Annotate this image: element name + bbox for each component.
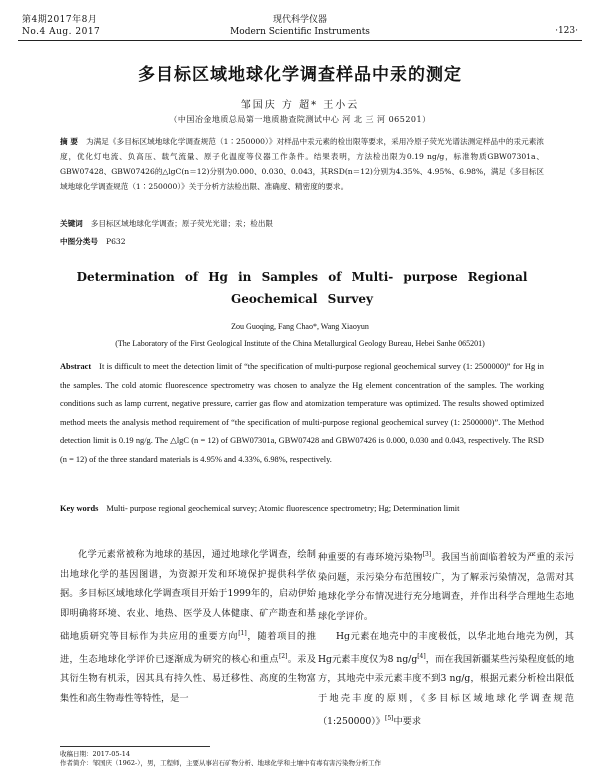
authors-cn: 邹国庆 方 超* 王小云: [240, 100, 360, 111]
keywords-en-text: Multi- purpose regional geochemical survey; Atomic fluorescence spectrometry; Hg; Determination limit: [106, 504, 460, 513]
body-text: 种重要的有毒环境污染物: [318, 552, 423, 564]
paper-title-cn: 多目标区域地球化学调查样品中汞的测定: [138, 65, 462, 85]
citation: [1]: [238, 629, 247, 637]
citation: [3]: [422, 551, 432, 558]
body-column-right: [318, 545, 574, 732]
abstract-en: [60, 358, 544, 470]
affiliation-en: (The Laboratory of the First Geological Institute of the China Metallurgical Geology Bureau, Hebei Sanhe 065201): [115, 339, 485, 348]
keywords-cn: [60, 218, 560, 229]
abstract-cn: [60, 134, 544, 194]
keywords-cn-text: 多目标区域地球化学调查；原子荧光光谱；汞；检出限: [90, 219, 274, 228]
citation: [2]: [278, 652, 288, 660]
paragraph: [318, 627, 574, 732]
paragraph: [318, 545, 574, 627]
page-number: ·123·: [555, 26, 578, 36]
footnote: [60, 750, 560, 768]
body-text: 。我国当前面临着较为严重的汞污染问题，汞污染分布范围较广，为了解汞污染情况，急需对其地球化学分布情况进行充分地调查，并作出科学合理地生态地球化学评价。: [318, 552, 575, 623]
authors-en: Zou Guoqing, Fang Chao*, Wang Xiaoyun: [231, 322, 369, 331]
citation: [5]: [384, 714, 394, 722]
citation: [4]: [417, 652, 426, 660]
keywords-en: [60, 500, 544, 518]
author-bio: 作者简介：邹国庆（1962-），男，工程师，主要从事岩石矿物分析、地球化学和土壤中有毒有害污染物分析工作: [60, 759, 381, 767]
classification-label: 中图分类号: [60, 237, 98, 246]
body-text: ，随着项目的推进，生态地球化学评价已逐渐成为研究的核心和重点: [60, 630, 317, 665]
classification-code: P632: [105, 237, 126, 246]
abstract-cn-text: 为满足《多目标区域地球化学调查规范（1∶250000）》对样品中汞元素的检出限等要求，采用冷原子荧光光谱法测定样品中的汞元素浓度，优化灯电流、负高压、载气流量、原子化温度等仪器工作条件。结果表明，方法检出限为0.19 ng/g，标准物质GBW07301a、GBW07428、GBW07426的△lgC(n＝12)分别为0.000、0.030、0.043，其RSD(n＝12)分别为4.35%、4.95%、6.98%，满足《多目标区域地球化学调查规范（1∶250000）》关于分析方法检出限、准确度、精密度的要求。: [60, 137, 544, 191]
abstract-en-label: Abstract: [60, 362, 92, 371]
body-text: Hg元素在地壳中的丰度极低，以华北地台地壳为例，其Hg元素丰度仅为8 ng/g: [318, 630, 574, 665]
abstract-cn-label: 摘 要: [60, 137, 78, 146]
classification-cn: [60, 236, 126, 247]
keywords-cn-label: 关键词: [60, 219, 83, 228]
journal-name-en: Modern Scientific Instruments: [230, 27, 370, 37]
issue-line-cn: 第4期2017年8月: [22, 15, 98, 25]
body-text: 。汞及其衍生物有机汞，因其具有持久性、易迁移性、高度的生物富集性和高生物毒性等特性，是一: [60, 653, 317, 705]
journal-name: [0, 14, 600, 38]
body-column-left: [60, 545, 316, 709]
affiliation-cn: （中国冶金地质总局第一地质勘查院测试中心 河 北 三 河 065201）: [169, 115, 431, 124]
journal-name-cn: 现代科学仪器: [272, 15, 327, 25]
paper-title-en: Determination of Hg in Samples of Multi- purpose Regional Geochemical Survey: [76, 270, 528, 306]
issue-line-en: No.4 Aug. 2017: [22, 27, 101, 37]
body-text: 化学元素常被称为地球的基因，通过地球化学调查，绘制出地球化学的基因图谱，为资源开发和环境保护提供科学依据。多目标区域地球化学调查项目开始于1999年的，启动伊始即明确将环境、农业、地热、医学及人体健康、矿产勘查和基础地质研究等目标作为共应用的重要方向: [60, 549, 316, 642]
body-text: ，而在我国新疆某些污染程度低的地方，其地壳中汞元素丰度不到3 ng/g，根据元素分析检出限低于地壳丰度的原则，《多目标区域地球化学调查规范（1:250000）》: [318, 653, 575, 727]
body-text: 中要求: [393, 715, 422, 727]
header-rule: [18, 40, 582, 41]
keywords-en-label: Key words: [60, 504, 99, 513]
footnote-rule: [60, 746, 210, 747]
received-date: 收稿日期：2017-05-14: [60, 750, 130, 758]
abstract-en-text: It is difficult to meet the detection limit of “the specification of multi-purpose regional geochemical survey (1: 2500000)” for Hg in the samples. The cold atomic fluorescence spectrometry was chosen to analyze the Hg element concentration of the samples. The working conditions such as lamp current, negative pressure, carrier gas flow and atomization temperature was optimized. The results showed optimized method meets the analysis method requirement of “the specification of multi-purpose regional geochemical survey (1: 2500000)”. The Method detection limit is 0.19 ng/g. The △lgC (n = 12) of GBW07301a, GBW07428 and GBW07426 is 0.000, 0.030 and 0.043, respectively. The RSD (n = 12) of the three standard materials is 4.95% and 4.33%, 6.98%, respectively.: [60, 362, 544, 464]
